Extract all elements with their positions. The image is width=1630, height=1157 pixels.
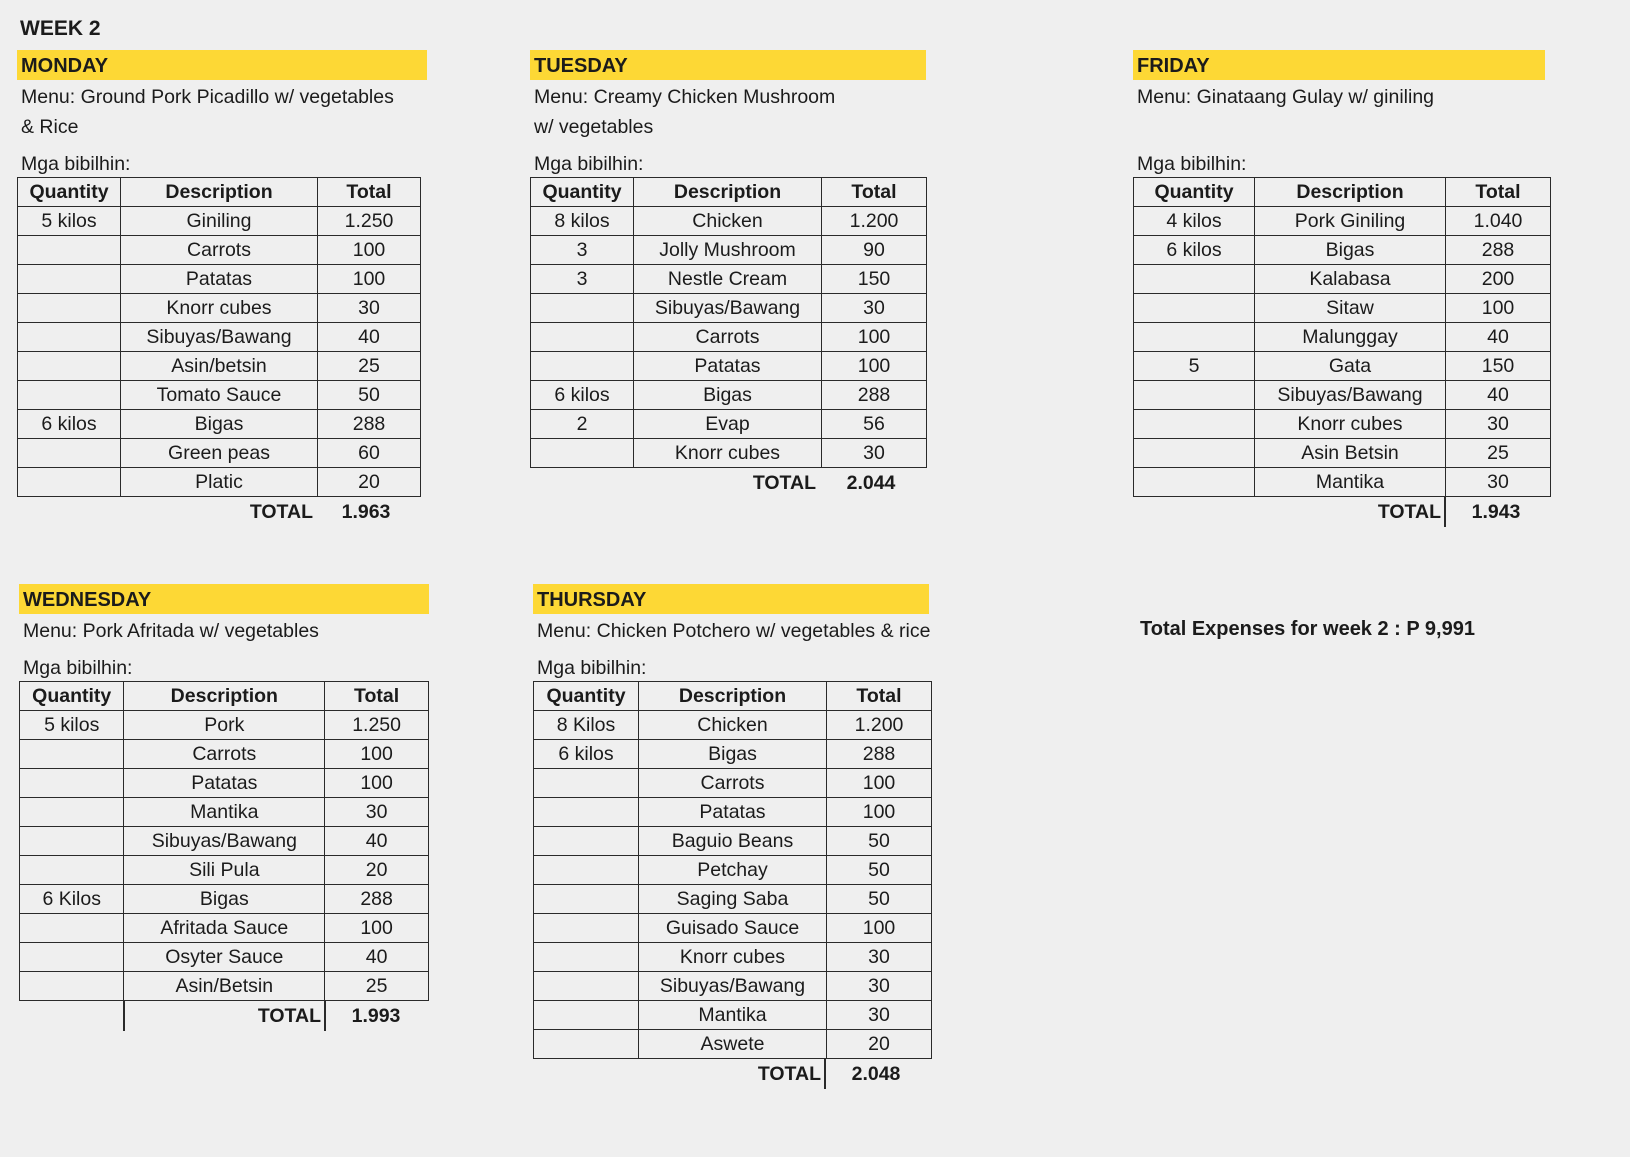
qty-cell: 6 kilos: [1134, 236, 1255, 265]
desc-cell: Knorr cubes: [1255, 410, 1446, 439]
desc-cell: Carrots: [121, 236, 318, 265]
total-cell: 56: [822, 410, 927, 439]
monday-section: [17, 50, 427, 527]
total-header: Total: [827, 682, 932, 711]
total-row: [530, 468, 930, 498]
total-cell: 100: [325, 914, 429, 943]
total-cell: 30: [822, 294, 927, 323]
table-row: [534, 769, 932, 798]
menu-text: Menu: Ginataang Gulay w/ giniling: [1137, 86, 1435, 108]
desc-cell: Knorr cubes: [121, 294, 318, 323]
desc-cell: Sibuyas/Bawang: [639, 972, 827, 1001]
total-cell: 1.200: [827, 711, 932, 740]
desc-cell: Sili Pula: [124, 856, 325, 885]
table-row: [531, 236, 927, 265]
qty-cell: [531, 323, 634, 352]
bibilhin-label: Mga bibilhin:: [534, 153, 644, 175]
total-cell: 30: [318, 294, 421, 323]
table-row: [18, 381, 421, 410]
qty-cell: 5: [1134, 352, 1255, 381]
desc-cell: Tomato Sauce: [121, 381, 318, 410]
total-cell: 288: [325, 885, 429, 914]
qty-cell: 2: [531, 410, 634, 439]
desc-cell: Mantika: [1255, 468, 1446, 497]
total-cell: 288: [827, 740, 932, 769]
desc-cell: Bigas: [124, 885, 325, 914]
total-value: 1.993: [351, 1005, 401, 1027]
total-header: Total: [318, 178, 421, 207]
table-row: [20, 856, 429, 885]
qty-cell: [20, 827, 124, 856]
table-row: [1134, 294, 1551, 323]
total-cell: 1.200: [822, 207, 927, 236]
table-row: [20, 711, 429, 740]
table-header-row: [20, 682, 429, 711]
total-cell: 100: [827, 914, 932, 943]
total-cell: 30: [822, 439, 927, 468]
table-row: [534, 711, 932, 740]
table-row: [1134, 439, 1551, 468]
table-row: [534, 827, 932, 856]
grocery-table: [530, 177, 927, 468]
menu-text: Menu: Chicken Potchero w/ vegetables & rice: [537, 620, 931, 642]
table-header-row: [531, 178, 927, 207]
total-cell: 100: [827, 798, 932, 827]
total-cell: 90: [822, 236, 927, 265]
table-row: [18, 207, 421, 236]
grocery-table: [19, 681, 429, 1001]
total-row: [533, 1059, 953, 1089]
qty-cell: 6 kilos: [534, 740, 639, 769]
day-header: THURSDAY: [533, 584, 929, 614]
table-row: [534, 943, 932, 972]
qty-header: Quantity: [1134, 178, 1255, 207]
qty-cell: [18, 352, 121, 381]
table-row: [18, 236, 421, 265]
table-row: [531, 410, 927, 439]
total-cell: 30: [325, 798, 429, 827]
qty-cell: 6 Kilos: [20, 885, 124, 914]
table-row: [531, 352, 927, 381]
table-row: [20, 798, 429, 827]
desc-cell: Sibuyas/Bawang: [121, 323, 318, 352]
desc-cell: Carrots: [124, 740, 325, 769]
qty-cell: [534, 856, 639, 885]
grand-total: Total Expenses for week 2 : P 9,991: [1140, 618, 1475, 640]
total-cell: 25: [325, 972, 429, 1001]
qty-cell: [1134, 381, 1255, 410]
desc-cell: Carrots: [634, 323, 822, 352]
desc-cell: Aswete: [639, 1030, 827, 1059]
qty-cell: 6 kilos: [531, 381, 634, 410]
qty-cell: [1134, 468, 1255, 497]
table-row: [534, 914, 932, 943]
table-row: [1134, 410, 1551, 439]
table-row: [534, 1001, 932, 1030]
table-row: [534, 856, 932, 885]
table-row: [20, 943, 429, 972]
desc-cell: Giniling: [121, 207, 318, 236]
desc-cell: Pork: [124, 711, 325, 740]
table-row: [1134, 265, 1551, 294]
desc-header: Description: [121, 178, 318, 207]
qty-cell: [534, 885, 639, 914]
qty-cell: 5 kilos: [18, 207, 121, 236]
total-cell: 60: [318, 439, 421, 468]
desc-cell: Asin Betsin: [1255, 439, 1446, 468]
table-row: [18, 410, 421, 439]
table-row: [1134, 236, 1551, 265]
desc-cell: Bigas: [1255, 236, 1446, 265]
desc-cell: Carrots: [639, 769, 827, 798]
total-header: Total: [1446, 178, 1551, 207]
wednesday-section: [19, 584, 429, 1031]
desc-cell: Bigas: [634, 381, 822, 410]
total-cell: 40: [325, 827, 429, 856]
table-row: [18, 265, 421, 294]
desc-cell: Baguio Beans: [639, 827, 827, 856]
qty-cell: [1134, 265, 1255, 294]
qty-header: Quantity: [534, 682, 639, 711]
grocery-table: [1133, 177, 1551, 497]
total-label: TOTAL: [757, 1063, 821, 1085]
grocery-table: [17, 177, 421, 497]
qty-cell: [534, 943, 639, 972]
qty-cell: [18, 439, 121, 468]
qty-cell: [20, 740, 124, 769]
desc-header: Description: [124, 682, 325, 711]
desc-header: Description: [639, 682, 827, 711]
qty-cell: [1134, 294, 1255, 323]
qty-cell: [534, 914, 639, 943]
total-cell: 40: [325, 943, 429, 972]
table-row: [534, 740, 932, 769]
qty-cell: [20, 943, 124, 972]
total-cell: 100: [1446, 294, 1551, 323]
total-cell: 1.040: [1446, 207, 1551, 236]
qty-cell: [534, 827, 639, 856]
table-row: [20, 972, 429, 1001]
day-header: FRIDAY: [1133, 50, 1545, 80]
table-header-row: [1134, 178, 1551, 207]
thursday-section: [533, 584, 953, 1089]
desc-cell: Chicken: [639, 711, 827, 740]
qty-cell: [20, 798, 124, 827]
total-cell: 1.250: [318, 207, 421, 236]
total-cell: 100: [318, 265, 421, 294]
qty-cell: [1134, 410, 1255, 439]
table-row: [1134, 207, 1551, 236]
qty-cell: [20, 972, 124, 1001]
total-cell: 20: [318, 468, 421, 497]
total-cell: 25: [318, 352, 421, 381]
qty-cell: [18, 265, 121, 294]
total-cell: 100: [827, 769, 932, 798]
total-header: Total: [325, 682, 429, 711]
total-row: [17, 497, 427, 527]
total-value: 2.044: [846, 472, 896, 494]
table-row: [531, 294, 927, 323]
qty-cell: [18, 294, 121, 323]
desc-cell: Knorr cubes: [639, 943, 827, 972]
desc-cell: Patatas: [639, 798, 827, 827]
desc-cell: Bigas: [121, 410, 318, 439]
total-cell: 50: [827, 827, 932, 856]
total-cell: 20: [827, 1030, 932, 1059]
total-cell: 150: [1446, 352, 1551, 381]
total-cell: 100: [822, 352, 927, 381]
desc-cell: Evap: [634, 410, 822, 439]
desc-cell: Mantika: [639, 1001, 827, 1030]
desc-cell: Sitaw: [1255, 294, 1446, 323]
total-cell: 100: [318, 236, 421, 265]
bibilhin-label: Mga bibilhin:: [23, 657, 133, 679]
total-cell: 40: [1446, 323, 1551, 352]
desc-cell: Asin/betsin: [121, 352, 318, 381]
qty-cell: 8 Kilos: [534, 711, 639, 740]
bibilhin-label: Mga bibilhin:: [1137, 153, 1247, 175]
total-cell: 100: [325, 769, 429, 798]
table-row: [531, 439, 927, 468]
menu-text: Menu: Ground Pork Picadillo w/ vegetables & Rice: [21, 86, 394, 138]
qty-header: Quantity: [18, 178, 121, 207]
total-cell: 288: [822, 381, 927, 410]
total-cell: 40: [318, 323, 421, 352]
desc-cell: Knorr cubes: [634, 439, 822, 468]
table-header-row: [534, 682, 932, 711]
table-row: [1134, 352, 1551, 381]
desc-cell: Nestle Cream: [634, 265, 822, 294]
total-cell: 30: [1446, 410, 1551, 439]
qty-cell: 5 kilos: [20, 711, 124, 740]
total-value: 1.943: [1471, 501, 1521, 523]
week-title: WEEK 2: [20, 17, 101, 40]
bibilhin-label: Mga bibilhin:: [537, 657, 647, 679]
qty-cell: [18, 236, 121, 265]
desc-cell: Saging Saba: [639, 885, 827, 914]
total-label: TOTAL: [752, 472, 816, 494]
desc-cell: Jolly Mushroom: [634, 236, 822, 265]
table-row: [531, 323, 927, 352]
qty-cell: [534, 769, 639, 798]
qty-cell: 3: [531, 265, 634, 294]
day-header: MONDAY: [17, 50, 427, 80]
table-row: [1134, 468, 1551, 497]
desc-cell: Gata: [1255, 352, 1446, 381]
total-value: 2.048: [851, 1063, 901, 1085]
friday-section: [1133, 50, 1553, 527]
table-row: [534, 1030, 932, 1059]
desc-header: Description: [1255, 178, 1446, 207]
qty-cell: [531, 352, 634, 381]
total-cell: 50: [827, 856, 932, 885]
desc-cell: Bigas: [639, 740, 827, 769]
table-row: [20, 827, 429, 856]
desc-cell: Kalabasa: [1255, 265, 1446, 294]
total-divider: [123, 1001, 125, 1031]
table-row: [534, 972, 932, 1001]
qty-cell: [531, 439, 634, 468]
qty-cell: [20, 914, 124, 943]
grocery-table: [533, 681, 932, 1059]
table-row: [18, 323, 421, 352]
qty-cell: [20, 856, 124, 885]
qty-cell: [534, 798, 639, 827]
desc-cell: Pork Giniling: [1255, 207, 1446, 236]
desc-cell: Sibuyas/Bawang: [124, 827, 325, 856]
qty-header: Quantity: [20, 682, 124, 711]
total-value: 1.963: [341, 501, 391, 523]
qty-cell: 3: [531, 236, 634, 265]
total-cell: 50: [827, 885, 932, 914]
total-label: TOTAL: [1377, 501, 1441, 523]
desc-cell: Chicken: [634, 207, 822, 236]
desc-cell: Patatas: [121, 265, 318, 294]
total-cell: 288: [1446, 236, 1551, 265]
desc-cell: Petchay: [639, 856, 827, 885]
table-row: [531, 265, 927, 294]
table-row: [18, 294, 421, 323]
qty-cell: [20, 769, 124, 798]
menu-text: Menu: Pork Afritada w/ vegetables: [23, 620, 319, 642]
table-row: [20, 769, 429, 798]
total-label: TOTAL: [249, 501, 313, 523]
qty-header: Quantity: [531, 178, 634, 207]
table-row: [534, 798, 932, 827]
total-cell: 30: [827, 1001, 932, 1030]
table-row: [20, 885, 429, 914]
qty-cell: 6 kilos: [18, 410, 121, 439]
desc-cell: Patatas: [634, 352, 822, 381]
total-row: [1133, 497, 1553, 527]
table-row: [18, 468, 421, 497]
qty-cell: [531, 294, 634, 323]
qty-cell: [18, 381, 121, 410]
desc-cell: Osyter Sauce: [124, 943, 325, 972]
total-label: TOTAL: [257, 1005, 321, 1027]
table-row: [20, 740, 429, 769]
total-cell: 40: [1446, 381, 1551, 410]
desc-cell: Platic: [121, 468, 318, 497]
menu-text: Menu: Creamy Chicken Mushroom w/ vegetables: [534, 86, 836, 138]
total-cell: 100: [822, 323, 927, 352]
qty-cell: [1134, 439, 1255, 468]
total-cell: 50: [318, 381, 421, 410]
table-row: [1134, 323, 1551, 352]
qty-cell: [18, 323, 121, 352]
desc-cell: Afritada Sauce: [124, 914, 325, 943]
total-cell: 25: [1446, 439, 1551, 468]
total-cell: 150: [822, 265, 927, 294]
table-row: [1134, 381, 1551, 410]
qty-cell: 4 kilos: [1134, 207, 1255, 236]
total-cell: 30: [827, 972, 932, 1001]
total-row: [19, 1001, 429, 1031]
qty-cell: [534, 1030, 639, 1059]
table-row: [18, 352, 421, 381]
total-cell: 30: [827, 943, 932, 972]
qty-cell: [18, 468, 121, 497]
desc-cell: Sibuyas/Bawang: [1255, 381, 1446, 410]
qty-cell: [534, 1001, 639, 1030]
table-header-row: [18, 178, 421, 207]
total-header: Total: [822, 178, 927, 207]
table-row: [531, 207, 927, 236]
total-cell: 288: [318, 410, 421, 439]
table-row: [18, 439, 421, 468]
qty-cell: [534, 972, 639, 1001]
desc-cell: Mantika: [124, 798, 325, 827]
desc-cell: Asin/Betsin: [124, 972, 325, 1001]
day-header: WEDNESDAY: [19, 584, 429, 614]
tuesday-section: [530, 50, 930, 498]
desc-cell: Green peas: [121, 439, 318, 468]
desc-header: Description: [634, 178, 822, 207]
total-cell: 200: [1446, 265, 1551, 294]
table-row: [534, 885, 932, 914]
desc-cell: Guisado Sauce: [639, 914, 827, 943]
day-header: TUESDAY: [530, 50, 926, 80]
bibilhin-label: Mga bibilhin:: [21, 153, 131, 175]
table-row: [531, 381, 927, 410]
total-cell: 1.250: [325, 711, 429, 740]
qty-cell: 8 kilos: [531, 207, 634, 236]
total-cell: 20: [325, 856, 429, 885]
desc-cell: Patatas: [124, 769, 325, 798]
qty-cell: [1134, 323, 1255, 352]
desc-cell: Malunggay: [1255, 323, 1446, 352]
total-cell: 100: [325, 740, 429, 769]
table-row: [20, 914, 429, 943]
total-cell: 30: [1446, 468, 1551, 497]
desc-cell: Sibuyas/Bawang: [634, 294, 822, 323]
